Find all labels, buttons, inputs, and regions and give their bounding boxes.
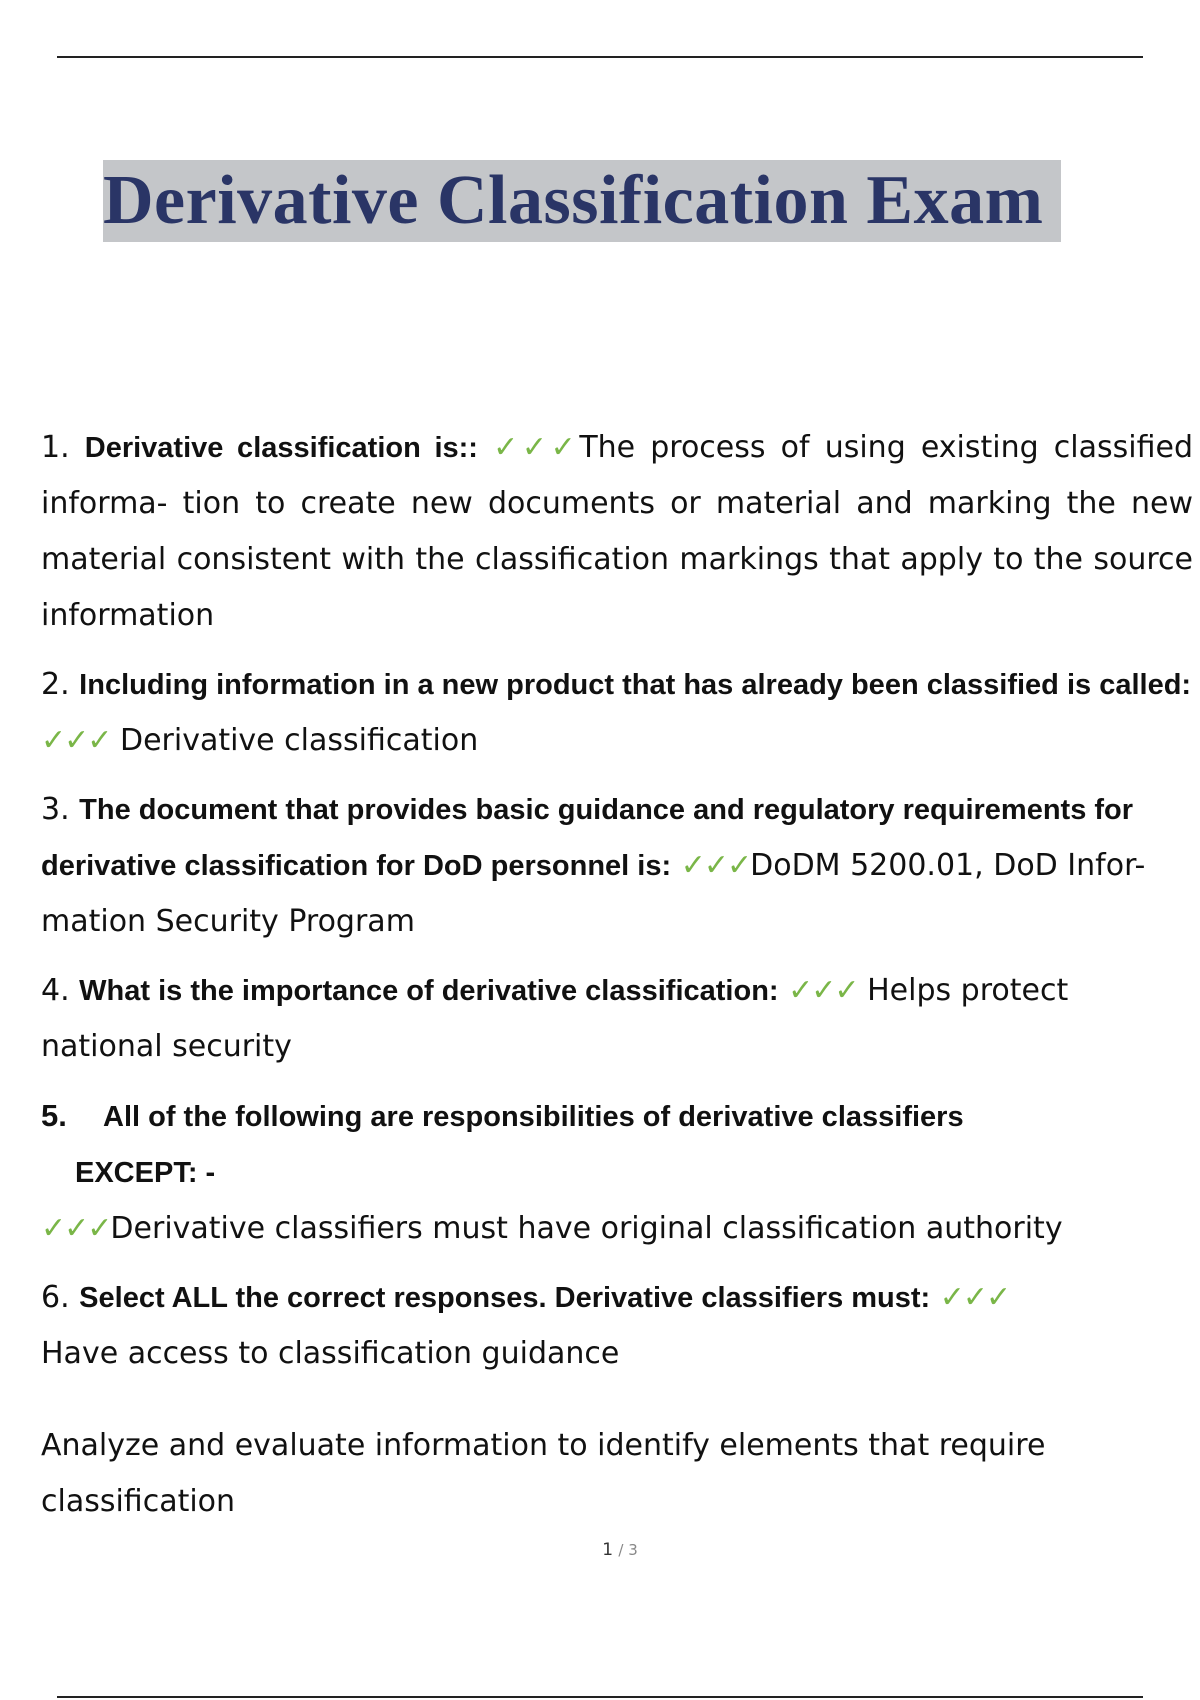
title-highlight: [103, 160, 1061, 242]
question-item-2: [41, 657, 1193, 769]
answer-text: Derivative classification: [119, 723, 479, 758]
question-number: 5.: [41, 1098, 67, 1133]
page-current: 1: [602, 1540, 614, 1560]
question-text: Derivative classification is::: [84, 432, 478, 464]
question-number: 1.: [41, 430, 70, 465]
answer-text: Derivative classifiers must have original classification authority: [110, 1211, 1063, 1246]
question-item-5: [41, 1088, 1193, 1257]
checkmark-icon: ✓✓✓: [41, 1211, 111, 1246]
question-text-line-2: EXCEPT: -: [75, 1157, 216, 1189]
question-item-4: [41, 963, 1193, 1075]
answer-text: The process of using existing classified informa- tion to create new documents or material and marking the new material consistent with the classification markings that apply to the source information: [41, 430, 1194, 633]
page-total: / 3: [618, 1541, 638, 1559]
question-text: What is the importance of derivative classification:: [79, 975, 779, 1007]
answer-text: Helps protect national security: [41, 973, 1069, 1064]
question-text: The document that provides basic guidance and regulatory requirements for derivative classification for DoD personnel is:: [41, 794, 1134, 882]
bottom-rule: [57, 1696, 1143, 1698]
checkmark-icon: ✓✓✓: [788, 973, 858, 1008]
checkmark-icon: ✓✓✓: [939, 1280, 1010, 1315]
answer-text: Have access to classification guidance: [41, 1336, 620, 1371]
question-list: [41, 420, 1193, 1530]
checkmark-icon: ✓✓✓: [41, 723, 111, 758]
question-text: Select ALL the correct responses. Derivative classifiers must:: [79, 1282, 931, 1314]
document-title: Derivative Classification Exam: [103, 162, 1044, 239]
question-item-1: [41, 420, 1193, 644]
question-text: Including information in a new product that has already been classified is called:: [79, 669, 1192, 701]
question-number: 3.: [41, 792, 70, 827]
question-item-3: [41, 782, 1193, 950]
checkmark-icon: ✓✓✓: [680, 848, 751, 883]
answer-text: DoDM 5200.01, DoD Infor- mation Security Program: [41, 848, 1146, 939]
answer-text-extra: Analyze and evaluate information to identify elements that require classification: [41, 1428, 1046, 1519]
question-text-line-1: All of the following are responsibilities of derivative classifiers: [103, 1101, 964, 1133]
question-number: 2.: [41, 667, 70, 702]
top-rule: [57, 56, 1143, 58]
question-number: 6.: [41, 1280, 70, 1315]
question-number: 4.: [41, 973, 70, 1008]
checkmark-icon: ✓✓✓: [493, 430, 580, 465]
page-number: [0, 1540, 1200, 1560]
question-item-6: [41, 1270, 1193, 1382]
